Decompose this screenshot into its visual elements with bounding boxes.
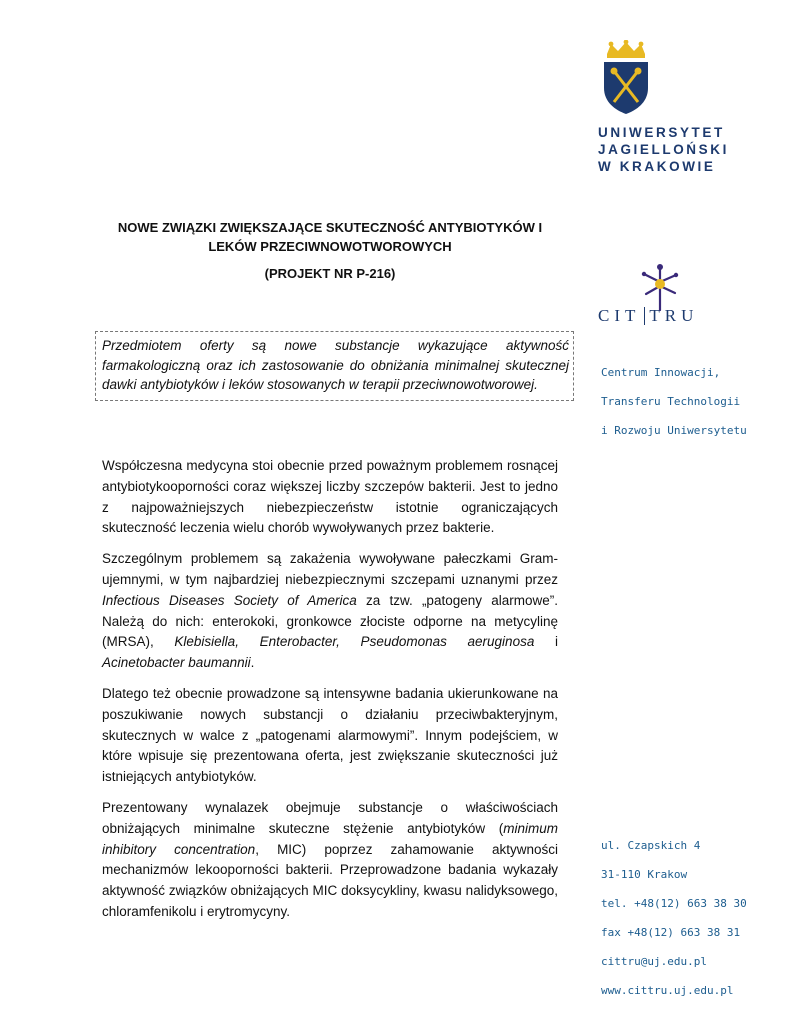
paragraph: Szczególnym problemem są zakażenia wywoływane pałeczkami Gram-ujemnymi, w tym najbardziej niebezpiecznymi szczepami uznanymi przez Infectious Diseases Society of America za tzw. „patogeny alarmowe”. Należą do nich: enterokoki, gronkowce złociste odporne na metycylinę (MRSA), Klebisiella, Enterobacter, Pseudomonas aeruginosa i Acinetobacter baumannii. <box>102 551 559 671</box>
fax-number: fax +48(12) 663 38 31 <box>601 926 741 939</box>
center-line: Centrum Innowacji, <box>601 366 721 379</box>
paragraph: Prezentowany wynalazek obejmuje substancje o właściwościach obniżających minimalne skuteczne stężenie antybiotyków (minimum inhibitory concentration, MIC) poprzez zahamowanie aktywności mechanizmów lekooporności bakterii. Przeprowadzone badania wykazały aktywność związków obniżających MIC doksycykliny, kwasu nalidyksowego, chloramfenikolu i erytromycyny. <box>102 799 558 919</box>
cittru-logo <box>598 262 738 326</box>
offer-text: Przedmiotem oferty są nowe substancje wykazujące aktywność farmakologiczną oraz ich zastosowanie do obniżania minimalnej skutecznej dawki antybiotyków i leków stosowanych w terapii przeciwnowotworowej. <box>102 338 569 392</box>
cittru-wordmark: CIT TRU <box>598 306 699 325</box>
address-city: 31-110 Krakow <box>601 868 688 881</box>
phone-number: tel. +48(12) 663 38 30 <box>601 897 747 910</box>
university-crest-icon <box>602 40 650 116</box>
center-line: Transferu Technologii <box>601 395 741 408</box>
document-title <box>100 218 560 283</box>
website-link[interactable]: www.cittru.uj.edu.pl <box>601 984 734 997</box>
email-link[interactable]: cittru@uj.edu.pl <box>601 955 707 968</box>
project-number: (PROJEKT NR P-216) <box>264 266 396 281</box>
document-body <box>102 456 558 933</box>
paragraph: Współczesna medycyna stoi obecnie przed poważnym problemem rosnącej antybiotykooporności coraz większej liczby szczepów bakterii. Jest to jedno z najpoważniejszych niebezpieczeństw istotnie ograniczających skuteczność leczenia wielu chorób wywoływanych przez bakterie. <box>102 458 558 536</box>
university-name: UNIWERSYTET JAGIELLOŃSKI W KRAKOWIE <box>598 125 729 174</box>
center-description <box>601 363 747 450</box>
center-line: i Rozwoju Uniwersytetu <box>601 424 747 437</box>
cittru-figure-icon <box>598 262 738 312</box>
title-main: NOWE ZWIĄZKI ZWIĘKSZAJĄCE SKUTECZNOŚĆ ANTYBIOTYKÓW I LEKÓW PRZECIWNOWOTWOROWYCH <box>117 220 543 254</box>
paragraph: Dlatego też obecnie prowadzone są intensywne badania ukierunkowane na poszukiwanie nowych substancji o działaniu przeciwbakteryjnym, skutecznych w walce z „patogenami alarmowymi”. Innym podejściem, w które wpisuje się prezentowana oferta, jest zwiększanie skuteczności już istniejących antybiotyków. <box>102 685 558 785</box>
offer-summary-box <box>95 331 574 401</box>
university-logo <box>598 40 748 175</box>
address-street: ul. Czapskich 4 <box>601 839 701 852</box>
contact-info <box>601 836 747 1010</box>
